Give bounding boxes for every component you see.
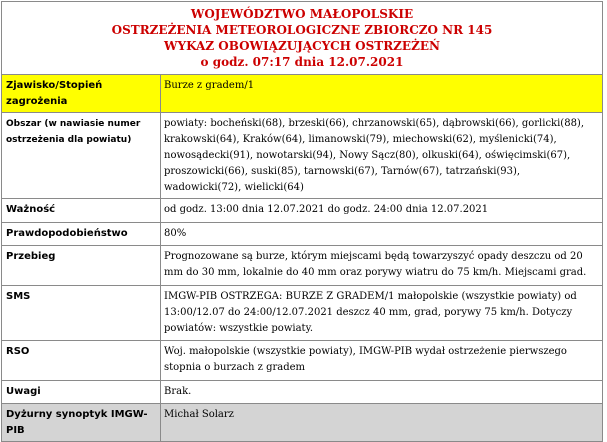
document-header bbox=[1, 1, 603, 74]
value-prawdopodobienstwo: 80% bbox=[161, 223, 603, 246]
header-timestamp: o godz. 07:17 dnia 12.07.2021 bbox=[200, 55, 404, 69]
label-uwagi: Uwagi bbox=[2, 381, 161, 404]
value-sms: IMGW-PIB OSTRZEGA: BURZE Z GRADEM/1 małopolskie (wszystkie powiaty) od 13:00/12.07 do 24:00/12.07.2021 deszcz 40 mm, grad, porywy 75 km/h. Dotyczy powiatów: wszystkie powiaty. bbox=[161, 286, 603, 341]
row-uwagi bbox=[2, 381, 603, 404]
value-obszar: powiaty: bocheński(68), brzeski(66), chrzanowski(65), dąbrowski(66), gorlicki(88), krakowski(64), Kraków(64), limanowski(79), miechowski(62), myślenicki(74), nowosądecki(91), nowotarski(94), Nowy Sącz(80), olkuski(64), oświęcimski(67), proszowicki(66), suski(85), tarnowski(67), Tarnów(67), tatrzański(93), wadowicki(72), wielicki(64) bbox=[161, 113, 603, 199]
row-zjawisko bbox=[2, 75, 603, 113]
row-waznosc bbox=[2, 199, 603, 223]
row-rso bbox=[2, 341, 603, 381]
label-zjawisko: Zjawisko/Stopień zagrożenia bbox=[2, 75, 161, 113]
row-obszar bbox=[2, 113, 603, 199]
header-region: WOJEWÓDZTWO MAŁOPOLSKIE bbox=[190, 7, 414, 21]
value-dyzurny: Michał Solarz bbox=[161, 404, 603, 442]
label-przebieg: Przebieg bbox=[2, 246, 161, 286]
warning-table bbox=[1, 74, 603, 442]
label-dyzurny: Dyżurny synoptyk IMGW-PIB bbox=[2, 404, 161, 442]
label-obszar-text: Obszar (w nawiasie numer ostrzeżenia dla powiatu) bbox=[6, 119, 141, 145]
row-dyzurny bbox=[2, 404, 603, 442]
label-waznosc: Ważność bbox=[2, 199, 161, 223]
value-przebieg: Prognozowane są burze, którym miejscami będą towarzyszyć opady deszczu od 20 mm do 30 mm, lokalnie do 40 mm oraz porywy wiatru do 75 km/h. Miejscami grad. bbox=[161, 246, 603, 286]
value-rso: Woj. małopolskie (wszystkie powiaty), IMGW-PIB wydał ostrzeżenie pierwszego stopnia o burzach z gradem bbox=[161, 341, 603, 381]
label-sms: SMS bbox=[2, 286, 161, 341]
label-prawdopodobienstwo: Prawdopodobieństwo bbox=[2, 223, 161, 246]
label-rso: RSO bbox=[2, 341, 161, 381]
label-obszar bbox=[2, 113, 161, 199]
row-przebieg bbox=[2, 246, 603, 286]
value-uwagi: Brak. bbox=[161, 381, 603, 404]
value-zjawisko: Burze z gradem/1 bbox=[161, 75, 603, 113]
header-title: OSTRZEŻENIA METEOROLOGICZNE ZBIORCZO NR 145 bbox=[111, 23, 493, 37]
header-subtitle: WYKAZ OBOWIĄZUJĄCYCH OSTRZEŻEŃ bbox=[164, 39, 440, 53]
row-sms bbox=[2, 286, 603, 341]
row-prawdopodobienstwo bbox=[2, 223, 603, 246]
value-waznosc: od godz. 13:00 dnia 12.07.2021 do godz. 24:00 dnia 12.07.2021 bbox=[161, 199, 603, 223]
warning-document bbox=[1, 1, 603, 442]
